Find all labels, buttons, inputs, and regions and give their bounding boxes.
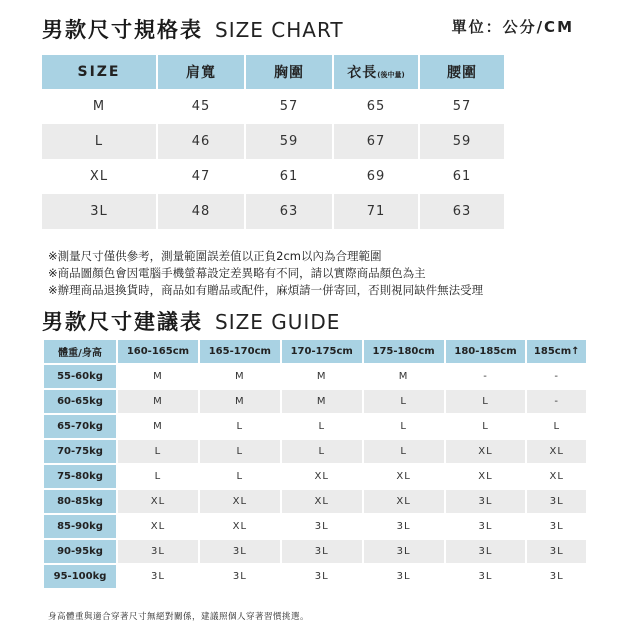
guide-cell: - (554, 371, 560, 382)
guide-cell: M (398, 371, 409, 382)
cell-waist: 57 (452, 99, 472, 114)
guide-cell: 3L (314, 571, 329, 582)
height-header: 185cm↑ (527, 340, 586, 363)
guide-cell: 3L (150, 571, 165, 582)
guide-cell: XL (478, 471, 493, 482)
guide-cell: L (318, 421, 326, 432)
guide-cell: L (236, 471, 244, 482)
guide-cell: L (282, 440, 362, 463)
guide-cell: 3L (232, 571, 247, 582)
guide-cell: 3L (478, 571, 493, 582)
table-row (42, 89, 504, 124)
height-header: 160-165cm (118, 340, 198, 363)
notes-block (48, 248, 483, 299)
weight-header: 95-100kg (44, 565, 116, 588)
guide-row (44, 490, 586, 513)
cell-size: 3L (42, 194, 157, 229)
guide-cell: M (153, 371, 163, 382)
guide-cell: M (153, 421, 163, 432)
size-guide-title-cn: 男款尺寸建議表 (42, 310, 203, 334)
height-header: 180-185cm (446, 340, 526, 363)
header-waist: 腰圍 (419, 55, 504, 89)
guide-cell: XL (282, 490, 362, 513)
guide-cell: XL (396, 471, 411, 482)
cell-shoulder: 46 (157, 124, 245, 159)
guide-cell: M (118, 390, 198, 413)
guide-row (44, 440, 586, 463)
guide-cell: 3L (200, 540, 280, 563)
header-chest: 胸圍 (245, 55, 333, 89)
guide-cell: XL (118, 490, 198, 513)
cell-size: M (42, 89, 157, 124)
weight-header: 65-70kg (44, 415, 116, 438)
guide-cell: 3L (549, 521, 564, 532)
size-chart-table (42, 55, 504, 229)
weight-header: 55-60kg (44, 365, 116, 388)
header-length-label: 衣長 (347, 65, 378, 81)
header-shoulder: 肩寬 (157, 55, 245, 89)
guide-cell: L (200, 440, 280, 463)
guide-row (44, 365, 586, 388)
guide-cell: XL (549, 471, 564, 482)
guide-cell: 3L (314, 521, 329, 532)
cell-length: 71 (333, 194, 419, 229)
guide-row (44, 565, 586, 588)
guide-cell: 3L (446, 490, 526, 513)
guide-cell: 3L (118, 540, 198, 563)
guide-cell: L (236, 421, 244, 432)
guide-cell: M (282, 390, 362, 413)
cell-chest: 57 (245, 89, 333, 124)
guide-cell: M (316, 371, 327, 382)
cell-length: 69 (333, 159, 419, 194)
cell-waist: 63 (419, 194, 504, 229)
guide-cell: XL (314, 471, 329, 482)
guide-row (44, 415, 586, 438)
note-line: ※商品圖顏色會因電腦手機螢幕設定差異略有不同，請以實際商品顏色為主 (48, 266, 426, 280)
note-line: ※測量尺寸僅供參考，測量範圍誤差值以正負2cm以內為合理範圍 (48, 249, 382, 263)
guide-cell: XL (527, 440, 586, 463)
guide-corner-header: 體重/身高 (44, 340, 116, 363)
guide-cell: M (235, 371, 245, 382)
guide-cell: XL (446, 440, 526, 463)
guide-cell: 3L (396, 521, 411, 532)
guide-cell: 3L (478, 521, 493, 532)
cell-length: 67 (333, 124, 419, 159)
unit-label: 單位：公分/CM (451, 18, 574, 36)
guide-cell: - (527, 390, 586, 413)
cell-waist: 61 (452, 169, 472, 184)
guide-cell: 3L (282, 540, 362, 563)
weight-header: 75-80kg (44, 465, 116, 488)
guide-cell: L (154, 471, 162, 482)
size-chart-title-cn: 男款尺寸規格表 (42, 18, 203, 42)
guide-cell: 3L (364, 540, 444, 563)
guide-cell: 3L (396, 571, 411, 582)
height-header: 170-175cm (282, 340, 362, 363)
guide-cell: XL (364, 490, 444, 513)
guide-cell: XL (200, 490, 280, 513)
guide-cell: L (400, 421, 407, 432)
weight-header: 70-75kg (44, 440, 116, 463)
size-chart-title-en: SIZE CHART (215, 18, 344, 42)
cell-waist: 59 (419, 124, 504, 159)
cell-shoulder: 47 (157, 159, 245, 194)
header-length (333, 55, 419, 89)
weight-header: 90-95kg (44, 540, 116, 563)
guide-row (44, 465, 586, 488)
table-row (42, 159, 504, 194)
size-guide-title-en: SIZE GUIDE (215, 310, 341, 334)
footer-note: 身高體重與適合穿著尺寸無絕對關係，建議照個人穿著習慣挑選。 (48, 612, 310, 622)
header-size: SIZE (42, 55, 157, 89)
cell-chest: 59 (245, 124, 333, 159)
guide-cell: 3L (446, 540, 526, 563)
guide-cell: L (446, 390, 526, 413)
table-row (42, 124, 504, 159)
cell-chest: 61 (245, 159, 333, 194)
height-header: 175-180cm (364, 340, 444, 363)
note-line: ※辦理商品退換貨時，商品如有贈品或配件，麻煩請一併寄回，否則視同缺件無法受理 (48, 283, 484, 297)
guide-row (44, 540, 586, 563)
cell-chest: 63 (245, 194, 333, 229)
weight-header: 60-65kg (44, 390, 116, 413)
guide-cell: L (364, 440, 444, 463)
cell-length: 65 (333, 89, 419, 124)
header-length-note: (後中量) (377, 71, 405, 79)
guide-row (44, 515, 586, 538)
guide-cell: L (553, 421, 561, 432)
guide-cell: 3L (527, 490, 586, 513)
guide-row (44, 390, 586, 413)
guide-header-row (44, 340, 586, 363)
weight-header: 85-90kg (44, 515, 116, 538)
guide-cell: 3L (527, 540, 586, 563)
weight-header: 80-85kg (44, 490, 116, 513)
height-header: 165-170cm (200, 340, 280, 363)
cell-shoulder: 45 (157, 89, 245, 124)
guide-cell: M (200, 390, 280, 413)
cell-size: L (42, 124, 157, 159)
guide-cell: 3L (549, 571, 564, 582)
guide-cell: XL (232, 521, 248, 532)
cell-size: XL (42, 159, 157, 194)
table-row (42, 194, 504, 229)
guide-cell: L (118, 440, 198, 463)
cell-shoulder: 48 (157, 194, 245, 229)
guide-cell: L (482, 421, 489, 432)
size-chart-header-row (42, 55, 504, 89)
guide-cell: XL (150, 521, 166, 532)
guide-cell: - (483, 371, 488, 382)
size-chart-title (42, 14, 344, 44)
guide-cell: L (364, 390, 444, 413)
size-guide-table (42, 338, 588, 590)
size-guide-title (42, 306, 340, 336)
